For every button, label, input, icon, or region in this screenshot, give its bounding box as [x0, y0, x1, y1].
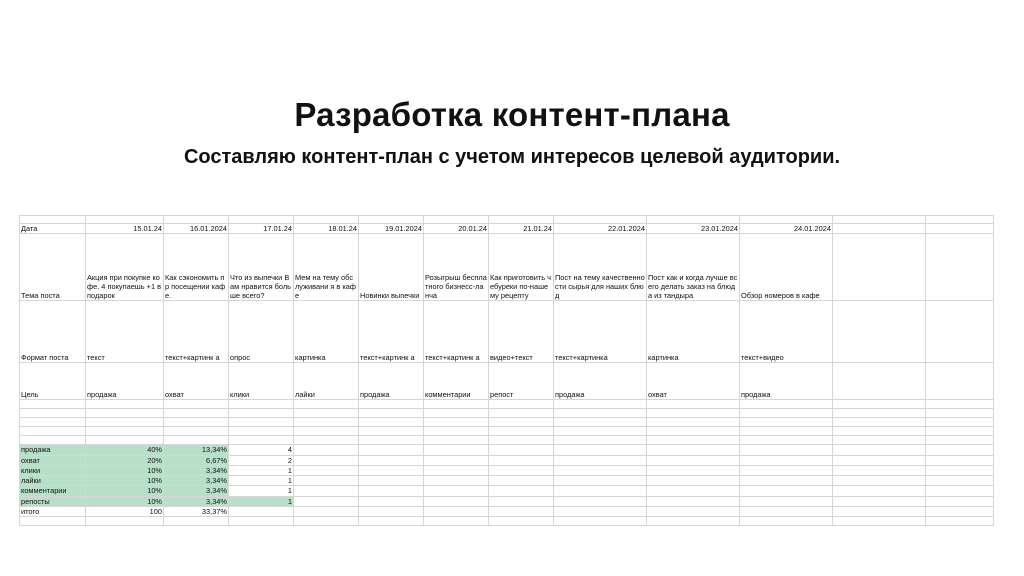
topic-cell[interactable]: Розыгрыш бесплатного бизнесс-ланча	[424, 234, 489, 301]
stats-row	[20, 476, 994, 486]
stats-percent[interactable]: 40%	[86, 445, 164, 455]
date-cell[interactable]: 16.01.2024	[164, 224, 229, 234]
content-plan-spreadsheet	[19, 215, 994, 526]
slide-subtitle: Составляю контент-план с учетом интересов целевой аудитории.	[183, 146, 841, 168]
stats-count[interactable]: 1	[229, 465, 294, 475]
format-cell[interactable]: текст	[86, 301, 164, 363]
topic-cell[interactable]: Как приготовить чебуреки по-нашему рецепту	[489, 234, 554, 301]
topic-cell[interactable]: Мем на тему обслуживани я в кафе	[294, 234, 359, 301]
topic-cell[interactable]: Обзор номеров в кафе	[740, 234, 833, 301]
goal-cell[interactable]: продажа	[86, 363, 164, 400]
format-cell[interactable]: текст+картинк а	[359, 301, 424, 363]
format-cell[interactable]: текст+картинк а	[424, 301, 489, 363]
stats-percent-share[interactable]: 3,34%	[164, 486, 229, 496]
stats-label[interactable]: охват	[20, 455, 86, 465]
goal-cell[interactable]: продажа	[554, 363, 647, 400]
topic-cell[interactable]: Что из выпечки Вам нравится больше всего?	[229, 234, 294, 301]
stats-percent-share[interactable]: 6,67%	[164, 455, 229, 465]
stats-row	[20, 486, 994, 496]
topic-cell[interactable]: Как сэкономить пр посещении кафе.	[164, 234, 229, 301]
stats-label[interactable]: продажа	[20, 445, 86, 455]
stats-total-percent-share[interactable]: 33,37%	[164, 506, 229, 516]
date-cell[interactable]: 18.01.24	[294, 224, 359, 234]
stats-percent[interactable]: 10%	[86, 496, 164, 506]
stats-row	[20, 496, 994, 506]
stats-label[interactable]: клики	[20, 465, 86, 475]
topic-cell[interactable]: Пост на тему качественности сырья для наших блюд	[554, 234, 647, 301]
date-cell[interactable]: 21.01.24	[489, 224, 554, 234]
format-cell[interactable]: картинка	[294, 301, 359, 363]
stats-total-row	[20, 506, 994, 516]
stats-count[interactable]: 4	[229, 445, 294, 455]
date-cell[interactable]: 17.01.24	[229, 224, 294, 234]
goal-cell[interactable]: репост	[489, 363, 554, 400]
row-label-topic[interactable]: Тема поста	[20, 234, 86, 301]
stats-percent[interactable]: 10%	[86, 486, 164, 496]
goal-cell[interactable]: продажа	[359, 363, 424, 400]
stats-percent[interactable]: 10%	[86, 476, 164, 486]
sheet-row-empty	[20, 427, 994, 436]
stats-percent-share[interactable]: 13,34%	[164, 445, 229, 455]
sheet-row-empty	[20, 436, 994, 445]
stats-count[interactable]: 1	[229, 486, 294, 496]
format-cell[interactable]: текст+видео	[740, 301, 833, 363]
stats-percent[interactable]: 20%	[86, 455, 164, 465]
date-row	[20, 224, 994, 234]
topic-cell[interactable]: Пост как и когда лучше всего делать заказ на блюда из тандыра	[647, 234, 740, 301]
stats-percent[interactable]: 10%	[86, 465, 164, 475]
format-row	[20, 301, 994, 363]
stats-percent-share[interactable]: 3,34%	[164, 476, 229, 486]
stats-total-label[interactable]: итого	[20, 506, 86, 516]
stats-total-percent[interactable]: 100	[86, 506, 164, 516]
goal-row	[20, 363, 994, 400]
topic-row	[20, 234, 994, 301]
goal-cell[interactable]: клики	[229, 363, 294, 400]
date-cell[interactable]: 20.01.24	[424, 224, 489, 234]
goal-cell[interactable]: комментарии	[424, 363, 489, 400]
stats-label[interactable]: комментарии	[20, 486, 86, 496]
date-cell[interactable]: 24.01.2024	[740, 224, 833, 234]
topic-cell[interactable]: Новинки выпечки	[359, 234, 424, 301]
stats-percent-share[interactable]: 3,34%	[164, 496, 229, 506]
stats-count[interactable]: 1	[229, 496, 294, 506]
stats-row	[20, 455, 994, 465]
format-cell[interactable]: текст+картинка	[554, 301, 647, 363]
goal-cell[interactable]: лайки	[294, 363, 359, 400]
goal-cell[interactable]: охват	[647, 363, 740, 400]
sheet-row-empty	[20, 216, 994, 224]
date-cell[interactable]: 23.01.2024	[647, 224, 740, 234]
row-label-goal[interactable]: Цель	[20, 363, 86, 400]
date-cell[interactable]: 19.01.2024	[359, 224, 424, 234]
format-cell[interactable]: видео+текст	[489, 301, 554, 363]
sheet-row-empty	[20, 409, 994, 418]
stats-count[interactable]: 1	[229, 476, 294, 486]
stats-count[interactable]: 2	[229, 455, 294, 465]
date-cell[interactable]: 22.01.2024	[554, 224, 647, 234]
format-cell[interactable]: картинка	[647, 301, 740, 363]
stats-label[interactable]: лайки	[20, 476, 86, 486]
stats-label[interactable]: репосты	[20, 496, 86, 506]
format-cell[interactable]: текст+картинк а	[164, 301, 229, 363]
stats-row	[20, 445, 994, 455]
date-cell[interactable]: 15.01.24	[86, 224, 164, 234]
slide-title: Разработка контент-плана	[294, 96, 730, 133]
goal-cell[interactable]: охват	[164, 363, 229, 400]
stats-percent-share[interactable]: 3,34%	[164, 465, 229, 475]
goal-cell[interactable]: продажа	[740, 363, 833, 400]
sheet-row-empty	[20, 400, 994, 409]
stats-row	[20, 465, 994, 475]
row-label-date[interactable]: Дата	[20, 224, 86, 234]
row-label-format[interactable]: Формат поста	[20, 301, 86, 363]
sheet-row-empty	[20, 517, 994, 526]
sheet-row-empty	[20, 418, 994, 427]
format-cell[interactable]: опрос	[229, 301, 294, 363]
topic-cell[interactable]: Акция при покупке кофе. 4 покупаешь +1 в подарок	[86, 234, 164, 301]
